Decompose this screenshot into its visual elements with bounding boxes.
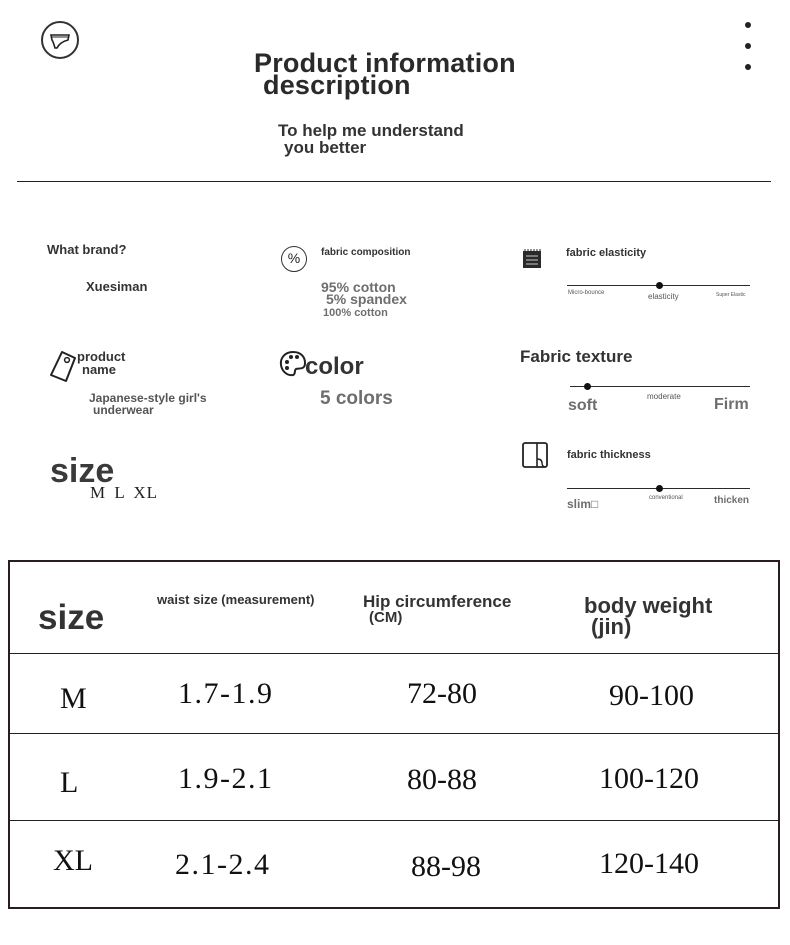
- fabric-thickness-label: fabric thickness: [567, 449, 651, 461]
- table-divider: [10, 820, 778, 821]
- table-cell-waist: 1.9-2.1: [178, 762, 274, 795]
- fabric-elasticity-label: fabric elasticity: [566, 247, 647, 259]
- size-label: size: [50, 452, 115, 490]
- table-divider: [10, 653, 778, 654]
- elasticity-scale-marker: [656, 282, 663, 289]
- size-table: [8, 560, 780, 909]
- elasticity-tick-2: elasticity: [648, 292, 679, 301]
- elasticity-icon: [522, 248, 544, 270]
- palette-icon: [279, 350, 307, 378]
- table-header-size: size: [38, 598, 105, 637]
- table-cell-size: XL: [53, 844, 93, 877]
- color-value: 5 colors: [320, 388, 393, 409]
- table-header-weight: body weight (jin): [584, 593, 713, 639]
- table-cell-hip: 80-88: [407, 763, 477, 796]
- brand-label: What brand?: [47, 242, 127, 257]
- table-divider: [10, 733, 778, 734]
- table-cell-size: M: [60, 682, 87, 715]
- table-cell-weight: 90-100: [609, 679, 694, 712]
- fabric-texture-label: Fabric texture: [520, 347, 633, 366]
- size-values: M L XL: [90, 483, 159, 502]
- thickness-icon: [522, 441, 550, 469]
- texture-scale-marker: [584, 383, 591, 390]
- composition-line-3: 100% cotton: [323, 307, 388, 319]
- composition-line-2: 5% spandex: [326, 291, 407, 307]
- more-menu-icon[interactable]: [738, 18, 758, 76]
- percent-icon: %: [281, 246, 307, 272]
- color-label: color: [305, 353, 364, 380]
- elasticity-tick-1: Micro-bounce: [568, 290, 605, 296]
- product-name-label: product name: [77, 349, 126, 377]
- texture-scale-line: [570, 386, 750, 387]
- page-title: Product information description: [254, 48, 516, 100]
- fabric-composition-label: fabric composition: [321, 247, 411, 258]
- thickness-scale-marker: [656, 485, 663, 492]
- brand-logo-icon: [41, 21, 79, 59]
- table-cell-weight: 100-120: [599, 762, 699, 795]
- texture-tick-3: Firm: [714, 396, 749, 413]
- table-cell-hip: 88-98: [411, 850, 481, 883]
- product-name-value: Japanese-style girl's underwear: [89, 391, 207, 417]
- thickness-tick-2: conventional: [649, 495, 683, 501]
- elasticity-tick-3: Super Elastic: [716, 292, 746, 298]
- table-cell-waist: 1.7-1.9: [178, 677, 274, 710]
- table-header-waist: waist size (measurement): [157, 592, 315, 607]
- composition-line-1: 95% cotton: [321, 279, 396, 295]
- texture-tick-2: moderate: [647, 392, 681, 401]
- thickness-tick-3: thicken: [714, 495, 750, 506]
- table-cell-weight: 120-140: [599, 847, 699, 880]
- brand-value: Xuesiman: [86, 279, 148, 294]
- table-cell-size: L: [60, 766, 79, 799]
- table-cell-hip: 72-80: [407, 677, 477, 710]
- thickness-tick-1: slim□: [567, 497, 599, 511]
- table-cell-waist: 2.1-2.4: [175, 848, 271, 881]
- price-tag-icon: [48, 350, 78, 384]
- texture-tick-1: soft: [568, 397, 598, 414]
- page-subtitle: To help me understand you better: [278, 121, 464, 157]
- table-header-hip: Hip circumference (CM): [363, 592, 512, 626]
- header-divider: [17, 181, 771, 182]
